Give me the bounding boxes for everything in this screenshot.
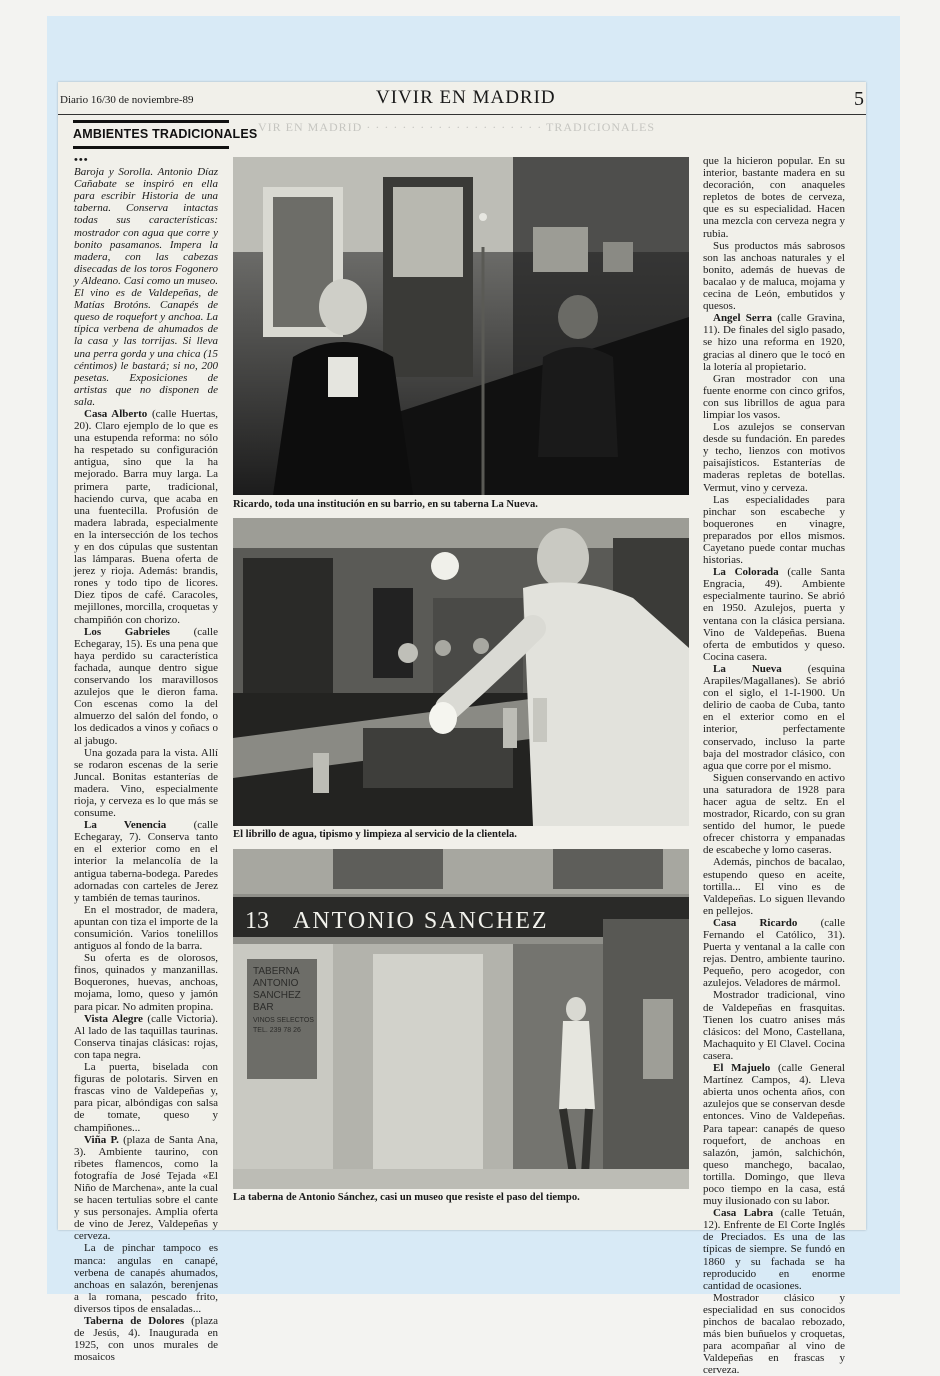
paragraph: La Venencia (calle Echegaray, 7). Conserva tanto en el exterior como en el interior la melancolía de la antigua taberna-bodega. Paredes adornadas con carteles de Jerez y también de temas taurinos. (74, 819, 218, 904)
paragraph: Su oferta es de olorosos, finos, quinados y manzanillas. Boquerones, huevas, anchoas, mojama, lomo, queso y jamón para picar. No admiten propina. (74, 952, 218, 1013)
article-column-left (74, 154, 218, 1364)
paragraph: Una gozada para la vista. Allí se rodaron escenas de la serie Juncal. Bonitas estanterías de madera. Vino, especialmente rioja, y cerveza es lo que más se consume. (74, 746, 218, 820)
shutter-text: BAR (253, 1002, 274, 1013)
paragraph: Vista Alegre (calle Victoria). Al lado de las taquillas taurinas. Conserva tinajas clásicas: rojas, con tapa negra. (74, 1012, 218, 1061)
photo-barman-image (233, 518, 689, 826)
photo-caption: Ricardo, toda una institución en su barrio, en su taberna La Nueva. (233, 499, 538, 510)
section-kicker: AMBIENTES TRADICIONALES (73, 120, 229, 149)
paragraph: La Nueva (esquina Arapiles/Magallanes). Se abrió con el siglo, el 1-I-1900. Un delirio de caoba de Cuba, tanto en el exterior como en el interior, perfectamente conservado, incluso la parte baja del mostrador clásico, con agua que corre por el mismo. (703, 662, 846, 772)
issue-date: Diario 16/30 de noviembre-89 (60, 94, 194, 106)
photo-facade-image (233, 849, 689, 1189)
paragraph: La de pinchar tampoco es manca: angulas en canapé, verbena de canapés ahumados, anchoas en salazón, berenjenas a la romana, pescado frito, diversos tipos de ensaladas... (74, 1242, 218, 1315)
paragraph: Casa Ricardo (calle Fernando el Católico, 31). Puerta y ventanal a la calle con rejas. Dentro, ambiente taurino. Pequeño, pero acogedor, con azulejos. Veladores de mármol. (703, 916, 845, 990)
paragraph: Siguen conservando en activo una saturadora de 1928 para hacer agua de seltz. En el mostrador, Ricardo, con su gran sentido del humor, le puede ofrecer chistorra y empanadas de escabeche y lomo caseras. (703, 771, 845, 857)
photo-caption: El librillo de agua, tipismo y limpieza al servicio de la clientela. (233, 829, 517, 840)
section-title: VIVIR EN MADRID (376, 87, 556, 108)
shutter-text: TEL. 239 78 26 (253, 1027, 301, 1034)
paragraph: Mostrador tradicional, vino de Valdepeñas en frasquitas. Tienen los cuatro anises más clásicos: del Mono, Castellana, Machaquito y El Clavel. Cocina casera. (703, 989, 845, 1062)
paragraph: Las especialidades para pinchar son escabeche y boquerones en vinagre, preparados por ellos mismos. Cayetano puede contar muchas historias. (703, 493, 845, 567)
paragraph: En el mostrador, de madera, apuntan con tiza el importe de la consumición. Varios tonelillos antiguos al fondo de la barra. (74, 903, 218, 953)
paragraph: Taberna de Dolores (plaza de Jesús, 4). Inaugurada en 1925, con unos murales de mosaicos (74, 1315, 218, 1364)
bullet-dots: ••• (74, 154, 89, 166)
paragraph: Gran mostrador con una fuente enorme con cinco grifos, con sus librillos de agua para limpiar los vasos. (703, 372, 845, 421)
paragraph: La Colorada (calle Santa Engracia, 49). Ambiente especialmente taurino. Se abrió en 1950. Azulejos, puerta y ventana con la clásica persiana. Vino de Valdepeñas. Buena oferta de embutidos y queso. Cocina casera. (703, 566, 845, 663)
paragraph: La puerta, biselada con figuras de polotaris. Sirven en frascas vino de Valdepeñas y, para picar, albóndigas con salsa de tomate, queso y champiñones... (74, 1061, 218, 1134)
paragraph: Casa Alberto (calle Huertas, 20). Claro ejemplo de lo que es una estupenda reforma: no sólo ha respetado su configuración antigua, sino que la ha mejorado. Barra muy larga. La primera parte, tradicional, haciendo curva, que acaba en una fuentecilla. Profusión de madera labrada, especialmente en la intersección de los techos y en dos cúpulas que sustentan las lámparas. Buena oferta de jerez y rioja. Además: brandis, rones y todo tipo de licores. Diez tipos de café. Caracoles, mejillones, morcilla, croquetas y champiñón con chorizo. (74, 407, 218, 626)
shutter-text: ANTONIO (253, 978, 299, 989)
photo-barman (233, 518, 689, 826)
paragraph: Casa Labra (calle Tetuán, 12). Enfrente de El Corte Inglés de Preciados. Es una de las típicas de siempre. Se fundó en 1860 y su fachada se ha reproducido en enorme cantidad de ocasiones. (703, 1207, 845, 1292)
photo-facade (233, 849, 689, 1189)
photo-bar-interior-image (233, 157, 689, 495)
paragraph: Angel Serra (calle Gravina, 11). De finales del siglo pasado, se hizo una reforma en 1920, gracias al dinero que le tocó en la lotería al propietario. (703, 312, 846, 373)
facade-sign: ANTONIO SANCHEZ (293, 908, 549, 934)
paragraph: Mostrador clásico y especialidad en sus conocidos pinchos de bacalao rebozado, más bien buñuelos y croquetas, para acompañar al vino de Valdepeñas en frascas y cerveza. (703, 1291, 845, 1376)
paragraph: Baroja y Sorolla. Antonio Díaz Cañabate se inspiró en ella para escribir Historia de una taberna. Conserva intactas todas sus características: mostrador con agua que corre y bonito pasamanos. Impera la madera, con las cabezas disecadas de los toros Fogonero y Aldeano. Casi como un museo. El vino es de Valdepeñas, de Matías Brotóns. Canapés de queso de roquefort y anchoa. La típica verbena de ahumados de la casa y las torrijas. Si lleva una perra gorda y una chica (15 céntimos) le bastará; si no, 200 pesetas. Exposiciones de artistas que no disponen de sala. (74, 166, 218, 408)
page-header (58, 82, 866, 116)
facade-number: 13 (245, 908, 269, 934)
bleed-through-text: VIR EN MADRID · · · · · · · · · · · · · · · · · · · · TRADICIONALES (258, 120, 656, 134)
paragraph: Además, pinchos de bacalao, estupendo queso en aceite, tortilla... El vino es de Valdepeñas. Lo siguen llevando en pellejos. (703, 856, 845, 917)
paragraph: Los Gabrieles (calle Echegaray, 15). Es una pena que haya perdido su característica fachada, aunque dentro sigue conservando los maravillosos azulejos que le dieron fama. Con escenas como la del almuerzo del salón del fondo, o los dedicados a vinos y coñacs o al jabugo. (74, 625, 218, 747)
paragraph: Viña P. (plaza de Santa Ana, 3). Ambiente taurino, con ribetes flamencos, como la fotografía de José Tejada «El Niño de Marchena», ante la cual se hacen tertulias sobre el cante y sus personajes. Amplia oferta de vino de Jerez, Valdepeñas y cerveza. (74, 1133, 218, 1243)
paragraph: El Majuelo (calle General Martínez Campos, 4). Lleva abierta unos ochenta años, con azulejos que se conservan desde entonces. Vino de Valdepeñas. Para tapear: canapés de queso roquefort, de anchoas en salazón, jamón, salchichón, queso manchego, bacalao, tortilla. Domingo, que lleva poco tiempo en la casa, está muy ilusionado con su labor. (703, 1062, 845, 1208)
shutter-text: SANCHEZ (253, 990, 301, 1001)
photo-caption: La taberna de Antonio Sánchez, casi un museo que resiste el paso del tiempo. (233, 1192, 580, 1203)
paragraph: que la hicieron popular. En su interior, bastante madera en su decoración, con anaqueles repletos de botes de cerveza, que es su especialidad. Hacen una mezcla con cerveza negra y rubia. (703, 155, 845, 240)
paragraph: Sus productos más sabrosos son las anchoas naturales y el bonito, además de huevas de bacalao y de maluca, mojama y cecina de León, embutidos y quesos. (703, 239, 845, 313)
shutter-text: TABERNA (253, 966, 300, 977)
page-number: 5 (854, 88, 864, 110)
photo-bar-interior (233, 157, 689, 495)
header-rule (58, 114, 866, 115)
newspaper-page (58, 82, 866, 1376)
article-column-right (703, 155, 846, 1376)
paragraph: Los azulejos se conservan desde su fundación. En paredes y techo, lienzos con motivos paisajísticos. Estanterías de maderas repletas de botellas. Vermut, vino y cerveza. (703, 421, 845, 494)
shutter-text: VINOS SELECTOS (253, 1017, 314, 1024)
